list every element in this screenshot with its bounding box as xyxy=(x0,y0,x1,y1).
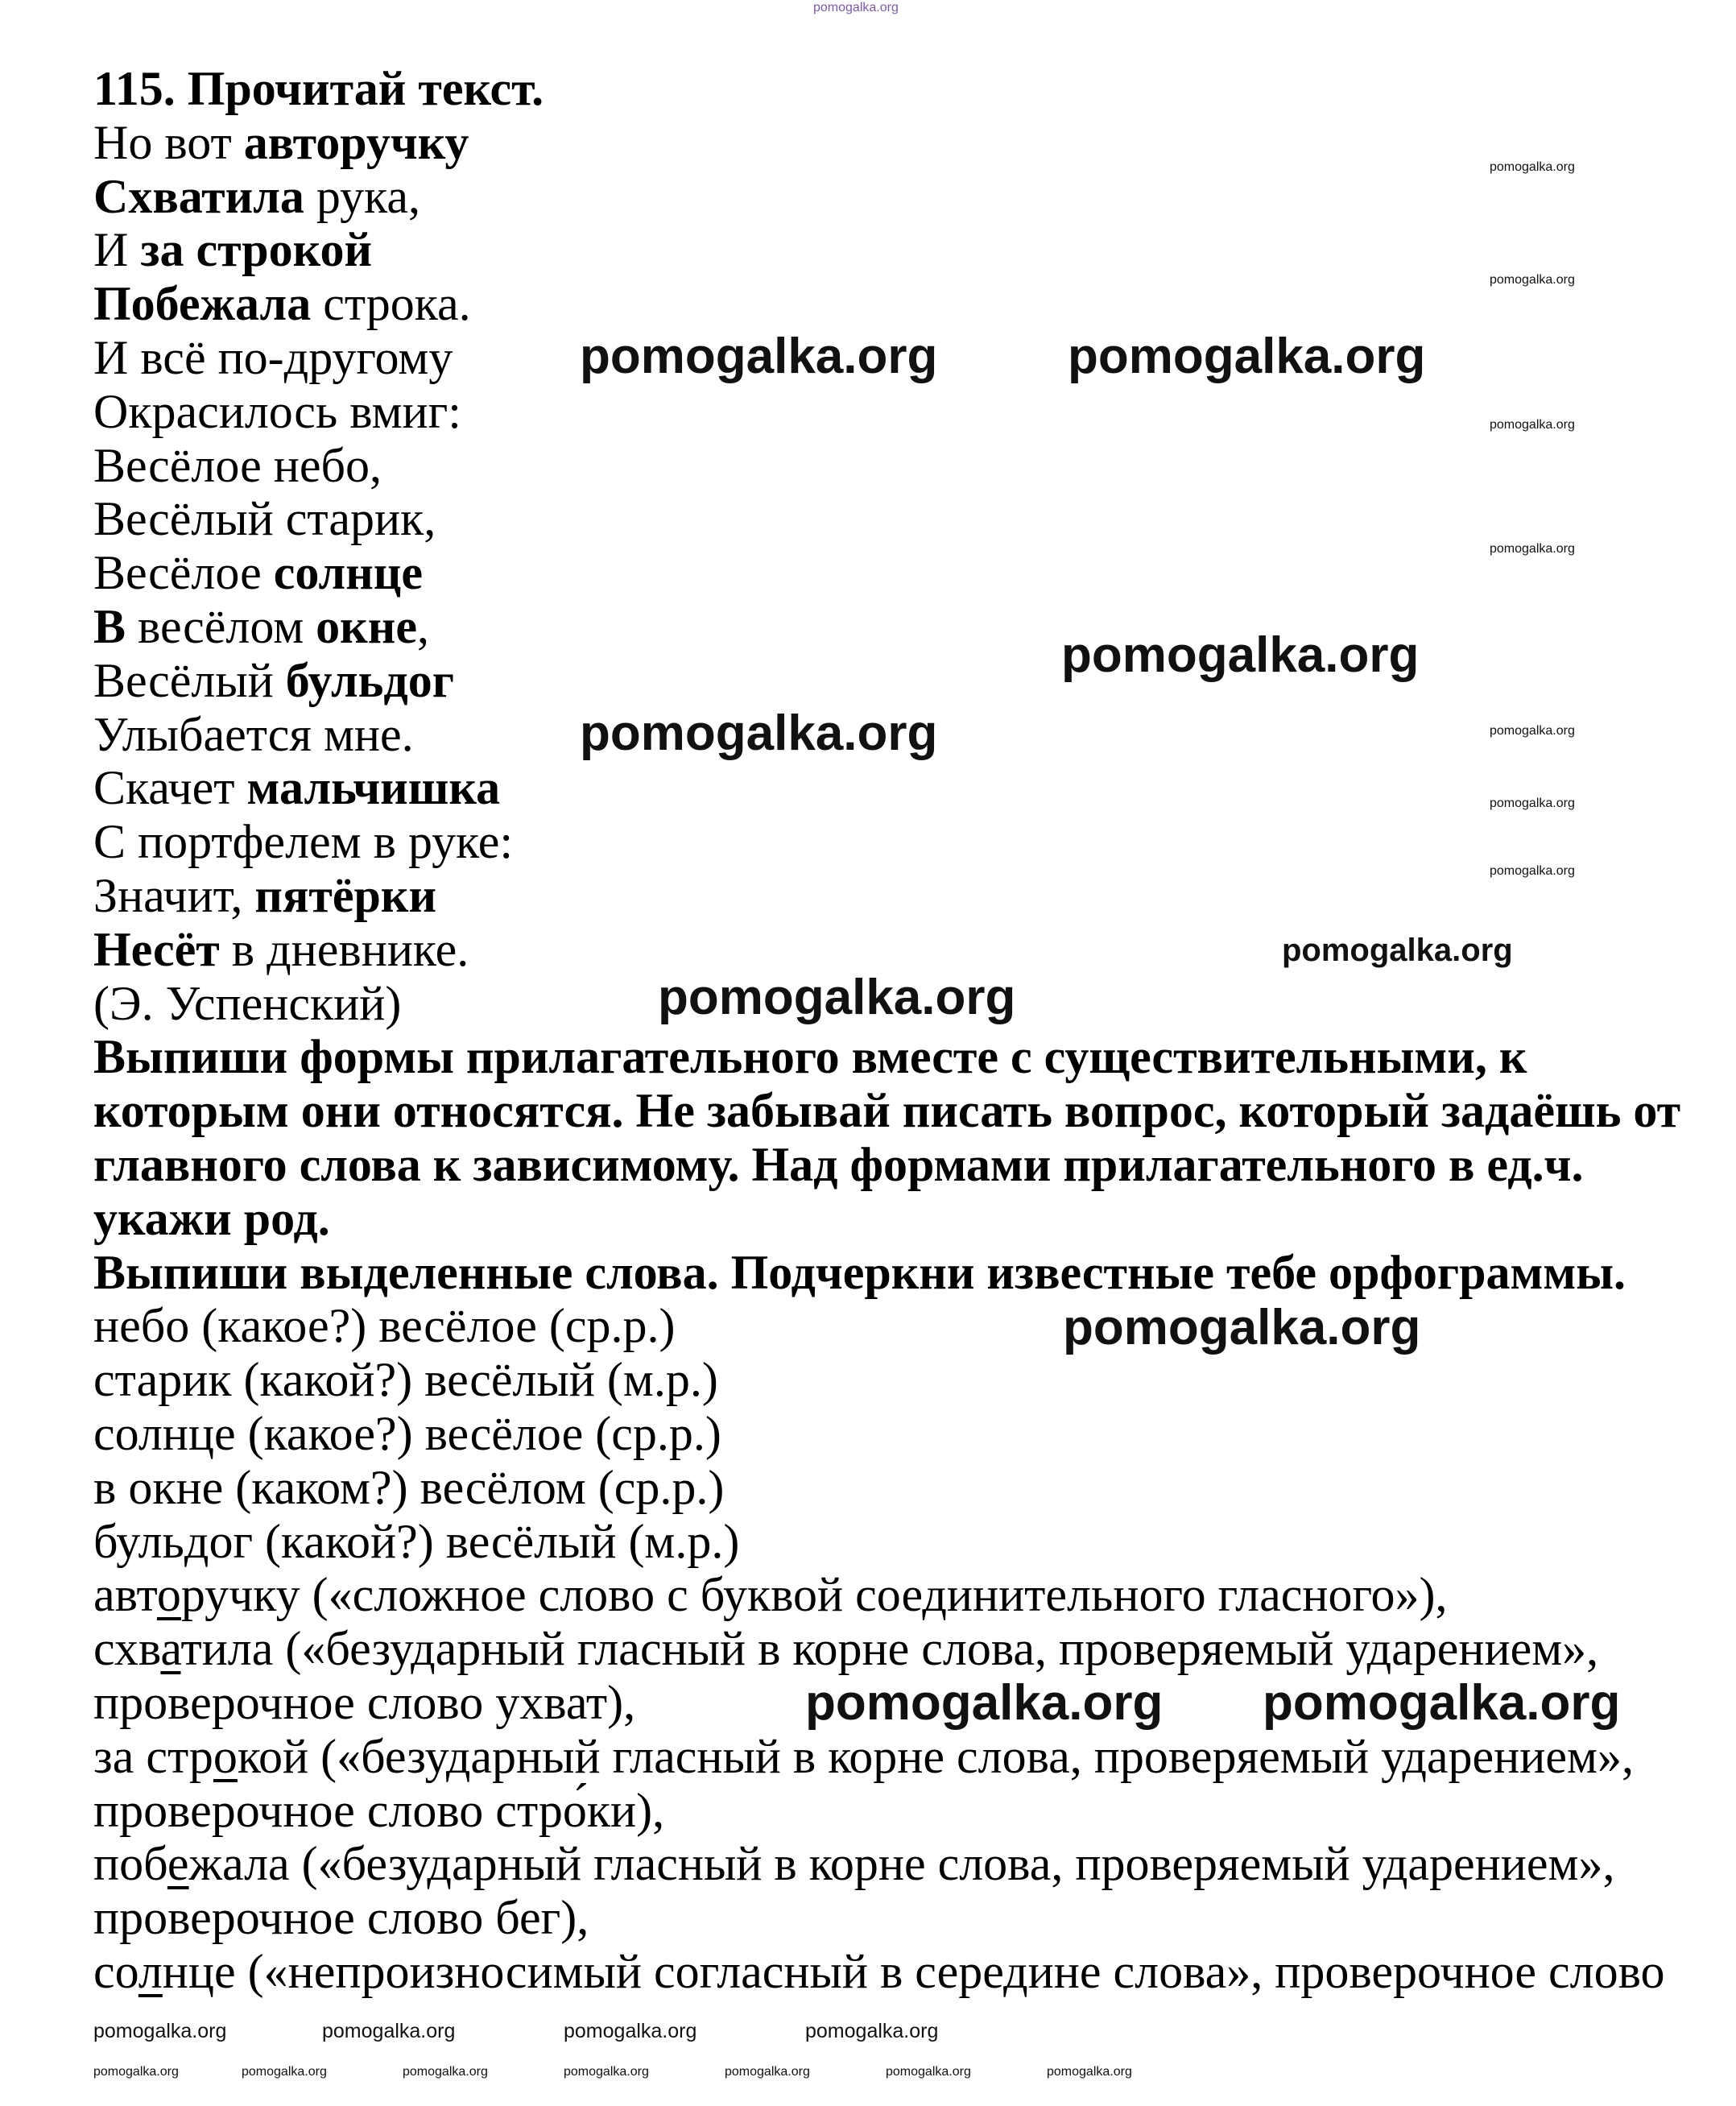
watermark: pomogalka.org xyxy=(1063,1300,1421,1355)
text-line xyxy=(93,331,453,385)
text-line xyxy=(93,1515,739,1569)
text-line xyxy=(93,277,471,331)
text: проверочное слово стро́ки), xyxy=(93,1783,665,1837)
bold-text: которым они относятся. Не забывай писать вопрос, который задаёшь от xyxy=(93,1084,1681,1138)
bold-text: В xyxy=(93,599,126,653)
bold-text: главного слова к зависимому. Над формами прилагательного в ед.ч. xyxy=(93,1137,1584,1191)
text: в дневнике. xyxy=(219,922,469,976)
text: , xyxy=(416,599,429,653)
bold-text: солнце xyxy=(273,546,423,600)
watermark: pomogalka.org xyxy=(1490,796,1575,810)
text: Скачет xyxy=(93,761,247,815)
text: тила («безударный гласный в корне слова, проверяемый ударением», xyxy=(180,1622,1599,1676)
text-line xyxy=(93,1945,1665,1999)
text-line xyxy=(93,1353,718,1407)
text: со xyxy=(93,1944,138,1998)
text: ручку («сложное слово с буквой соединительного гласного»), xyxy=(180,1568,1448,1622)
underlined-letter: а xyxy=(160,1622,181,1676)
bold-text: бульдог xyxy=(285,653,454,707)
watermark: pomogalka.org xyxy=(580,329,938,384)
bold-text: окне xyxy=(316,599,417,653)
text-line xyxy=(93,223,372,277)
text-line xyxy=(93,1030,1527,1084)
underlined-letter: е xyxy=(167,1837,189,1891)
text: С портфелем в руке: xyxy=(93,815,514,869)
bold-text: Выпиши формы прилагательного вместе с существительными, к xyxy=(93,1030,1527,1084)
watermark: pomogalka.org xyxy=(1490,273,1575,287)
text: авт xyxy=(93,1568,157,1622)
underlined-letter: л xyxy=(138,1944,163,1998)
underlined-letter: о xyxy=(213,1729,238,1783)
watermark: pomogalka.org xyxy=(886,2065,971,2079)
text: проверочное слово ухват), xyxy=(93,1675,636,1729)
text: Весёлый старик, xyxy=(93,492,436,546)
text-line xyxy=(93,654,454,708)
watermark: pomogalka.org xyxy=(805,1675,1164,1731)
text-line xyxy=(93,1461,724,1515)
text-line xyxy=(93,1730,1634,1784)
text: Но вот xyxy=(93,115,244,169)
text-line xyxy=(93,1246,1626,1300)
text: жала («безударный гласный в корне слова, проверяемый ударением», xyxy=(188,1837,1615,1891)
text-line xyxy=(93,170,420,224)
text-line xyxy=(93,116,469,170)
text-line xyxy=(93,1568,1448,1622)
text-line xyxy=(93,600,429,654)
text-line xyxy=(93,546,423,600)
watermark: pomogalka.org xyxy=(93,2065,179,2079)
text: Весёлое xyxy=(93,546,274,600)
text: Окрасилось вмиг: xyxy=(93,384,461,438)
text-line xyxy=(93,1784,664,1838)
text-line xyxy=(93,1138,1583,1192)
text: Значит, xyxy=(93,868,255,922)
text: бульдог (какой?) весёлый (м.р.) xyxy=(93,1514,740,1568)
text: Весёлый xyxy=(93,653,286,707)
underlined-letter: о xyxy=(156,1568,181,1622)
text: И всё по-другому xyxy=(93,330,453,384)
watermark: pomogalka.org xyxy=(322,2020,456,2042)
text-line xyxy=(93,1407,721,1461)
text: Весёлое небо, xyxy=(93,438,382,492)
text-line xyxy=(93,1676,635,1730)
text: рука, xyxy=(304,169,420,223)
text-line xyxy=(93,815,513,869)
watermark: pomogalka.org xyxy=(1263,1675,1621,1731)
text: в окне (каком?) весёлом (ср.р.) xyxy=(93,1460,725,1514)
watermark: pomogalka.org xyxy=(1490,418,1575,432)
text-line xyxy=(93,1299,675,1353)
watermark: pomogalka.org xyxy=(1282,933,1513,968)
text: (Э. Успенский) xyxy=(93,976,402,1030)
text-line xyxy=(93,869,436,923)
watermark: pomogalka.org xyxy=(1490,864,1575,878)
text-line xyxy=(93,977,401,1031)
text-line xyxy=(93,923,469,977)
watermark: pomogalka.org xyxy=(1490,160,1575,174)
bold-text: укажи род. xyxy=(93,1191,330,1245)
text: весёлом xyxy=(126,599,316,653)
watermark: pomogalka.org xyxy=(403,2065,488,2079)
text-line xyxy=(93,1192,330,1246)
text-line xyxy=(93,1837,1615,1891)
watermark: pomogalka.org xyxy=(564,2020,697,2042)
watermark: pomogalka.org xyxy=(658,970,1016,1025)
bold-text: пятёрки xyxy=(254,868,437,922)
text: солнце (какое?) весёлое (ср.р.) xyxy=(93,1406,721,1460)
text-line xyxy=(93,1891,589,1945)
text: Улыбается мне. xyxy=(93,707,414,761)
watermark: pomogalka.org xyxy=(1061,627,1420,683)
text: небо (какое?) весёлое (ср.р.) xyxy=(93,1299,676,1353)
text: И xyxy=(93,223,141,277)
text-line xyxy=(93,1084,1680,1138)
text-line xyxy=(93,708,414,762)
text-line xyxy=(93,1622,1598,1676)
text-line xyxy=(93,439,382,493)
bold-text: авторучку xyxy=(243,115,469,169)
text-line xyxy=(93,761,500,815)
text: проверочное слово бег), xyxy=(93,1891,589,1945)
bold-text: 115. Прочитай текст. xyxy=(93,62,544,115)
text: нце («непроизносимый согласный в середине слова», проверочное слово xyxy=(162,1944,1665,1998)
bold-text: Побежала xyxy=(93,277,312,331)
bold-text: Несёт xyxy=(93,922,220,976)
bold-text: Выпиши выделенные слова. Подчеркни известные тебе орфограммы. xyxy=(93,1245,1626,1299)
watermark: pomogalka.org xyxy=(1068,329,1426,384)
watermark: pomogalka.org xyxy=(1490,542,1575,556)
text-line xyxy=(93,62,544,116)
bold-text: Схватила xyxy=(93,169,304,223)
watermark: pomogalka.org xyxy=(805,2020,939,2042)
watermark: pomogalka.org xyxy=(564,2065,649,2079)
bold-text: за строкой xyxy=(140,223,373,277)
watermark: pomogalka.org xyxy=(725,2065,810,2079)
text: схв xyxy=(93,1622,161,1676)
text: кой («безударный гласный в корне слова, проверяемый ударением», xyxy=(237,1729,1634,1783)
watermark: pomogalka.org xyxy=(1047,2065,1132,2079)
bold-text: мальчишка xyxy=(246,761,501,815)
text: строка. xyxy=(311,277,471,331)
watermark: pomogalka.org xyxy=(813,1,899,14)
text-line xyxy=(93,492,436,546)
text: старик (какой?) весёлый (м.р.) xyxy=(93,1353,718,1407)
text: за стр xyxy=(93,1729,213,1783)
watermark: pomogalka.org xyxy=(1490,724,1575,738)
text-line xyxy=(93,385,461,439)
watermark: pomogalka.org xyxy=(580,705,938,761)
watermark: pomogalka.org xyxy=(242,2065,327,2079)
text: поб xyxy=(93,1837,167,1891)
watermark: pomogalka.org xyxy=(93,2020,227,2042)
